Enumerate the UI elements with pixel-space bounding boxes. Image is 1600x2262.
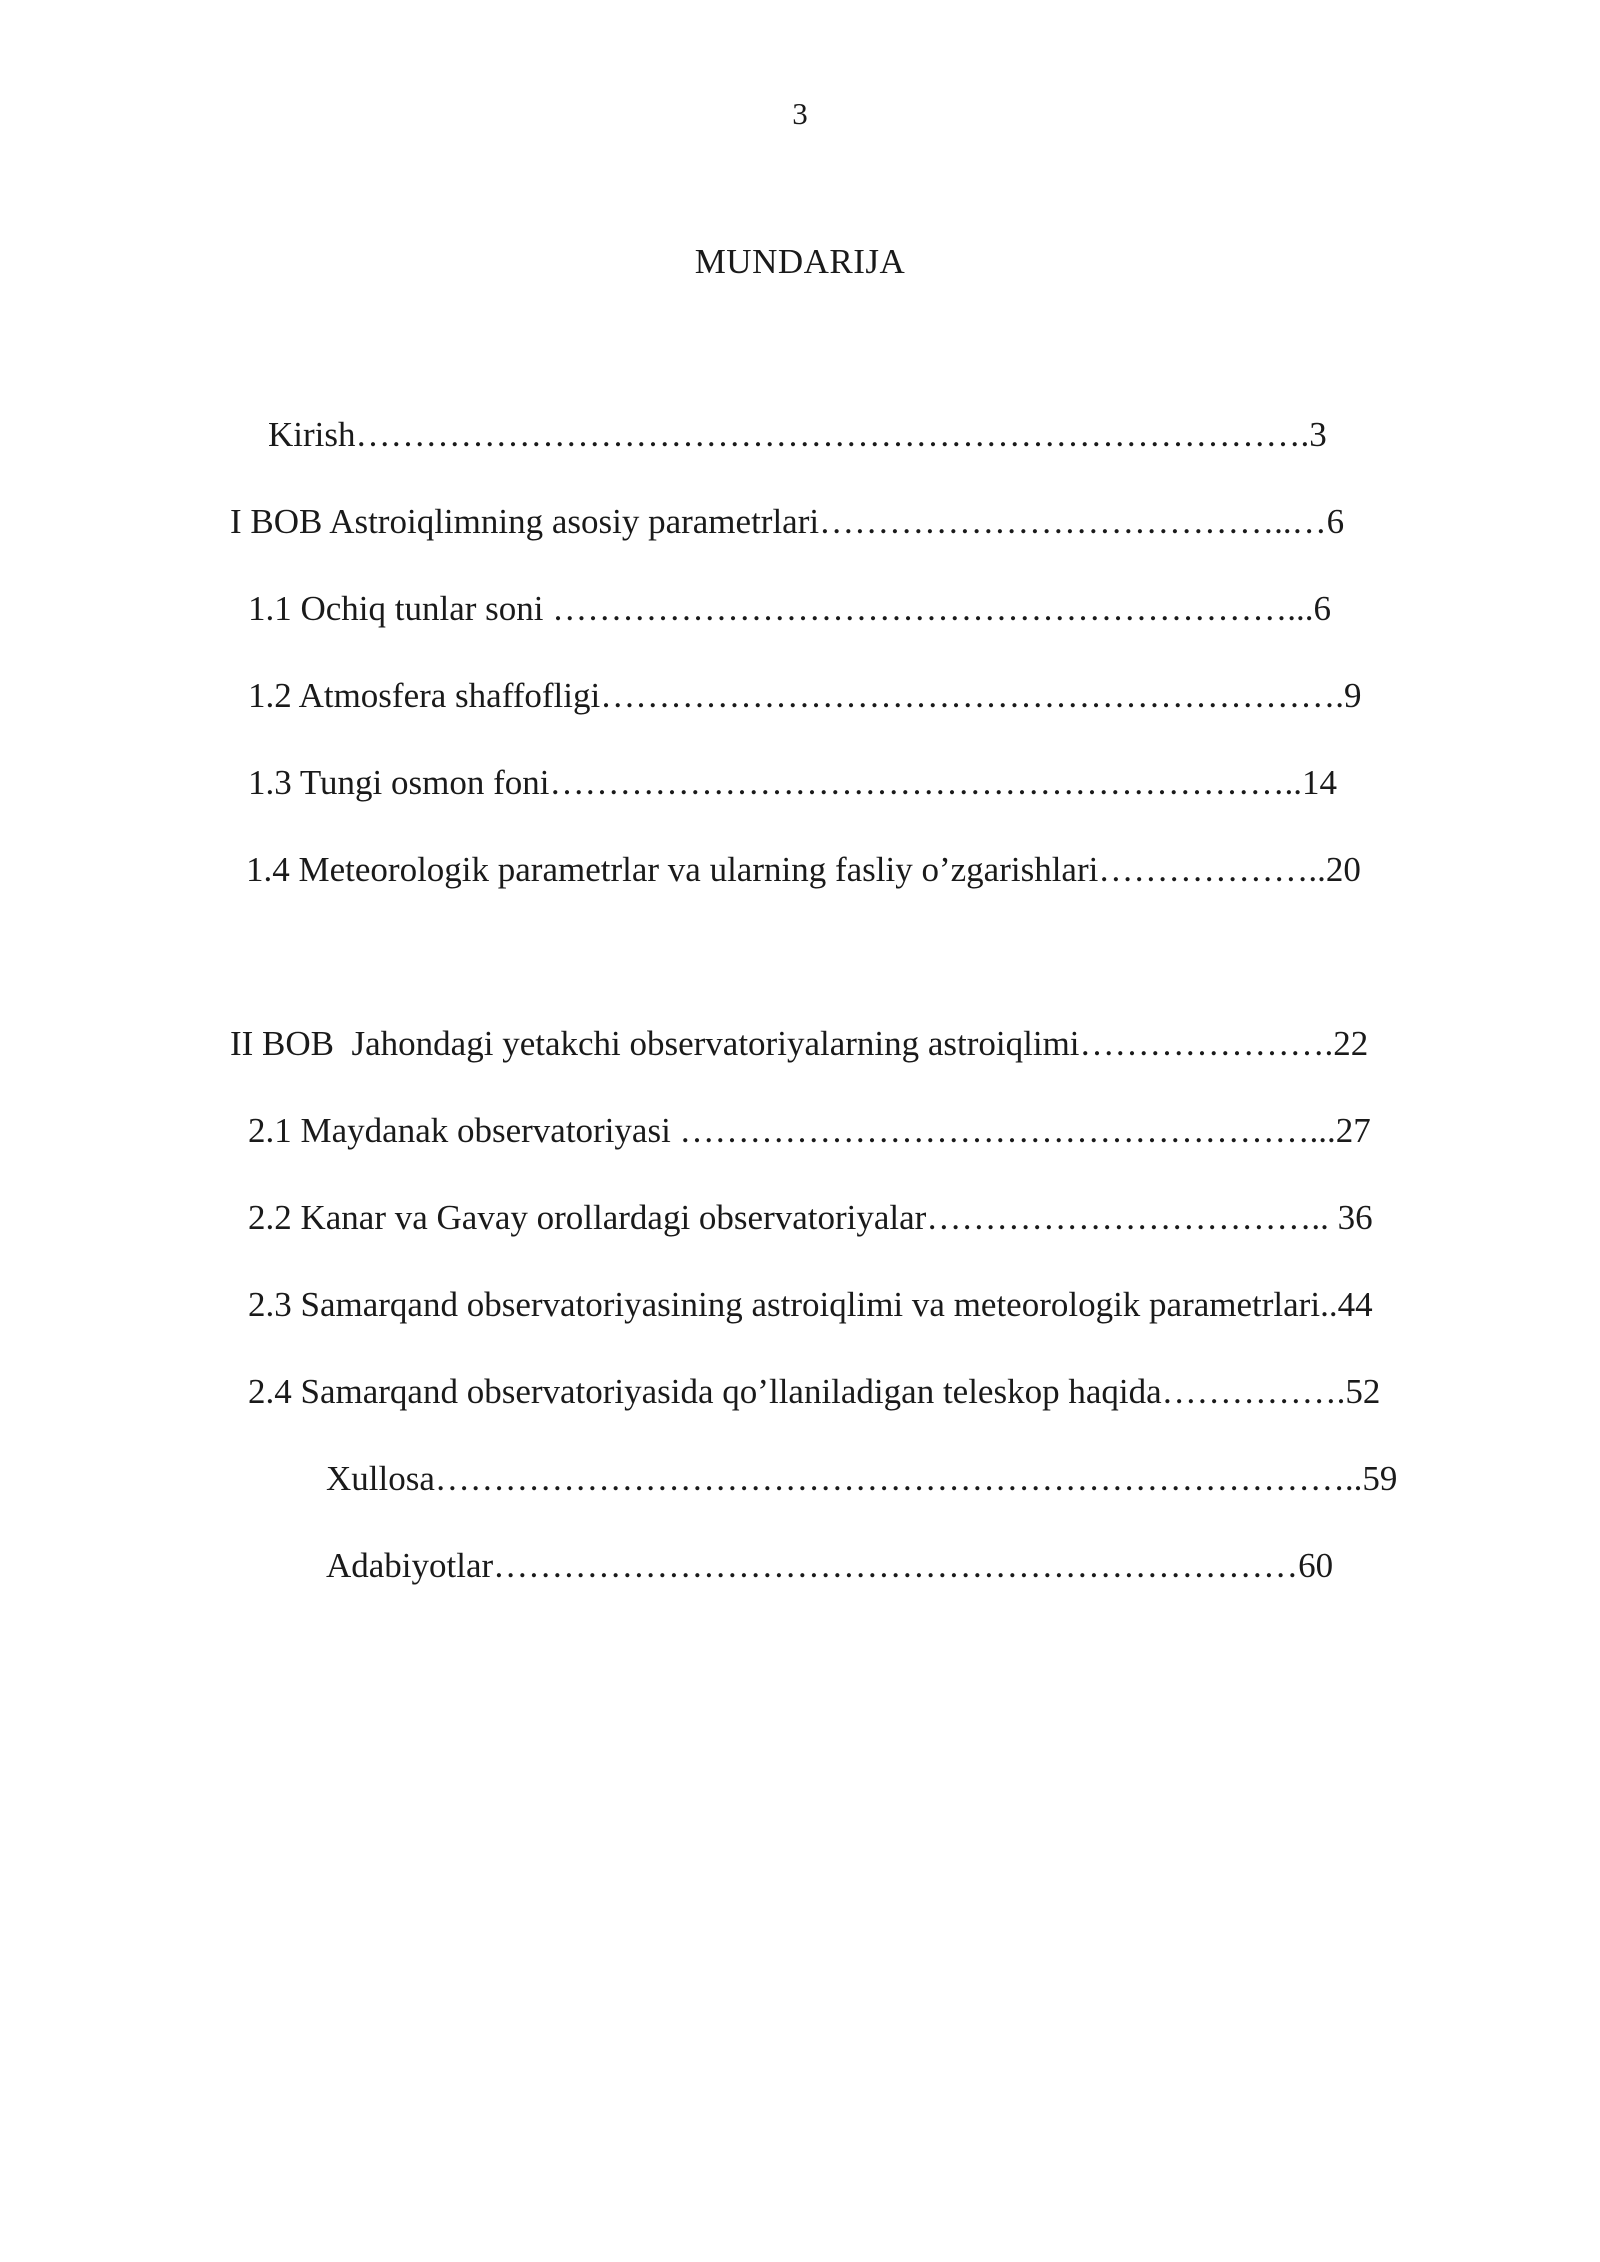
toc-entry-1-2 <box>248 676 1361 716</box>
toc-entry-1-4 <box>246 850 1361 890</box>
toc-entry-text: 2.4 Samarqand observatoriyasida qo’llaniladigan teleskop haqida…………….52 <box>248 1372 1381 1411</box>
toc-entry-text: I BOB Astroiqlimning asosiy parametrlari…………………………………..…6 <box>230 502 1345 541</box>
toc-entry-text: Xullosa……………………………………………………………………..59 <box>326 1459 1398 1498</box>
toc-title: MUNDARIJA <box>694 242 906 281</box>
toc-entry-2-1 <box>248 1111 1371 1151</box>
toc-entry-text: 1.2 Atmosfera shaffofligi……………………………………………………….9 <box>248 676 1362 715</box>
toc-entry-1-3 <box>248 763 1337 803</box>
toc-entry-text: 2.1 Maydanak observatoriyasi ………………………………………………...27 <box>248 1111 1371 1150</box>
toc-entry-text: 1.1 Ochiq tunlar soni ………………………………………………………...6 <box>248 589 1332 628</box>
toc-entry-text: 1.3 Tungi osmon foni………………………………………………………..14 <box>248 763 1337 802</box>
toc-entry-xullosa <box>326 1459 1397 1499</box>
toc-entry-text: 2.3 Samarqand observatoriyasining astroiqlimi va meteorologik parametrlari..44 <box>248 1285 1373 1324</box>
toc-entry-2-4 <box>248 1372 1380 1412</box>
toc-entry-text: 1.4 Meteorologik parametrlar va ularning fasliy o’zgarishlari………………..20 <box>246 850 1361 889</box>
toc-entry-text: 2.2 Kanar va Gavay orollardagi observatoriyalar…………………………….. 36 <box>248 1198 1373 1237</box>
toc-entry-adabiyotlar <box>326 1546 1333 1586</box>
toc-entry-1-1 <box>248 589 1331 629</box>
toc-entry-chapter-1 <box>230 502 1344 542</box>
page-number: 3 <box>792 96 808 131</box>
toc-entry-text: II BOB Jahondagi yetakchi observatoriyalarning astroiqlimi………………….22 <box>230 1024 1369 1063</box>
toc-entry-text: Adabiyotlar……………………………………………………………60 <box>326 1546 1334 1585</box>
toc-entry-chapter-2 <box>230 1024 1368 1064</box>
toc-entry-kirish <box>268 415 1327 455</box>
toc-entry-2-3 <box>248 1285 1373 1325</box>
toc-entry-text: Kirish……………………………………………………………………….3 <box>268 415 1327 454</box>
toc-entry-2-2 <box>248 1198 1373 1238</box>
